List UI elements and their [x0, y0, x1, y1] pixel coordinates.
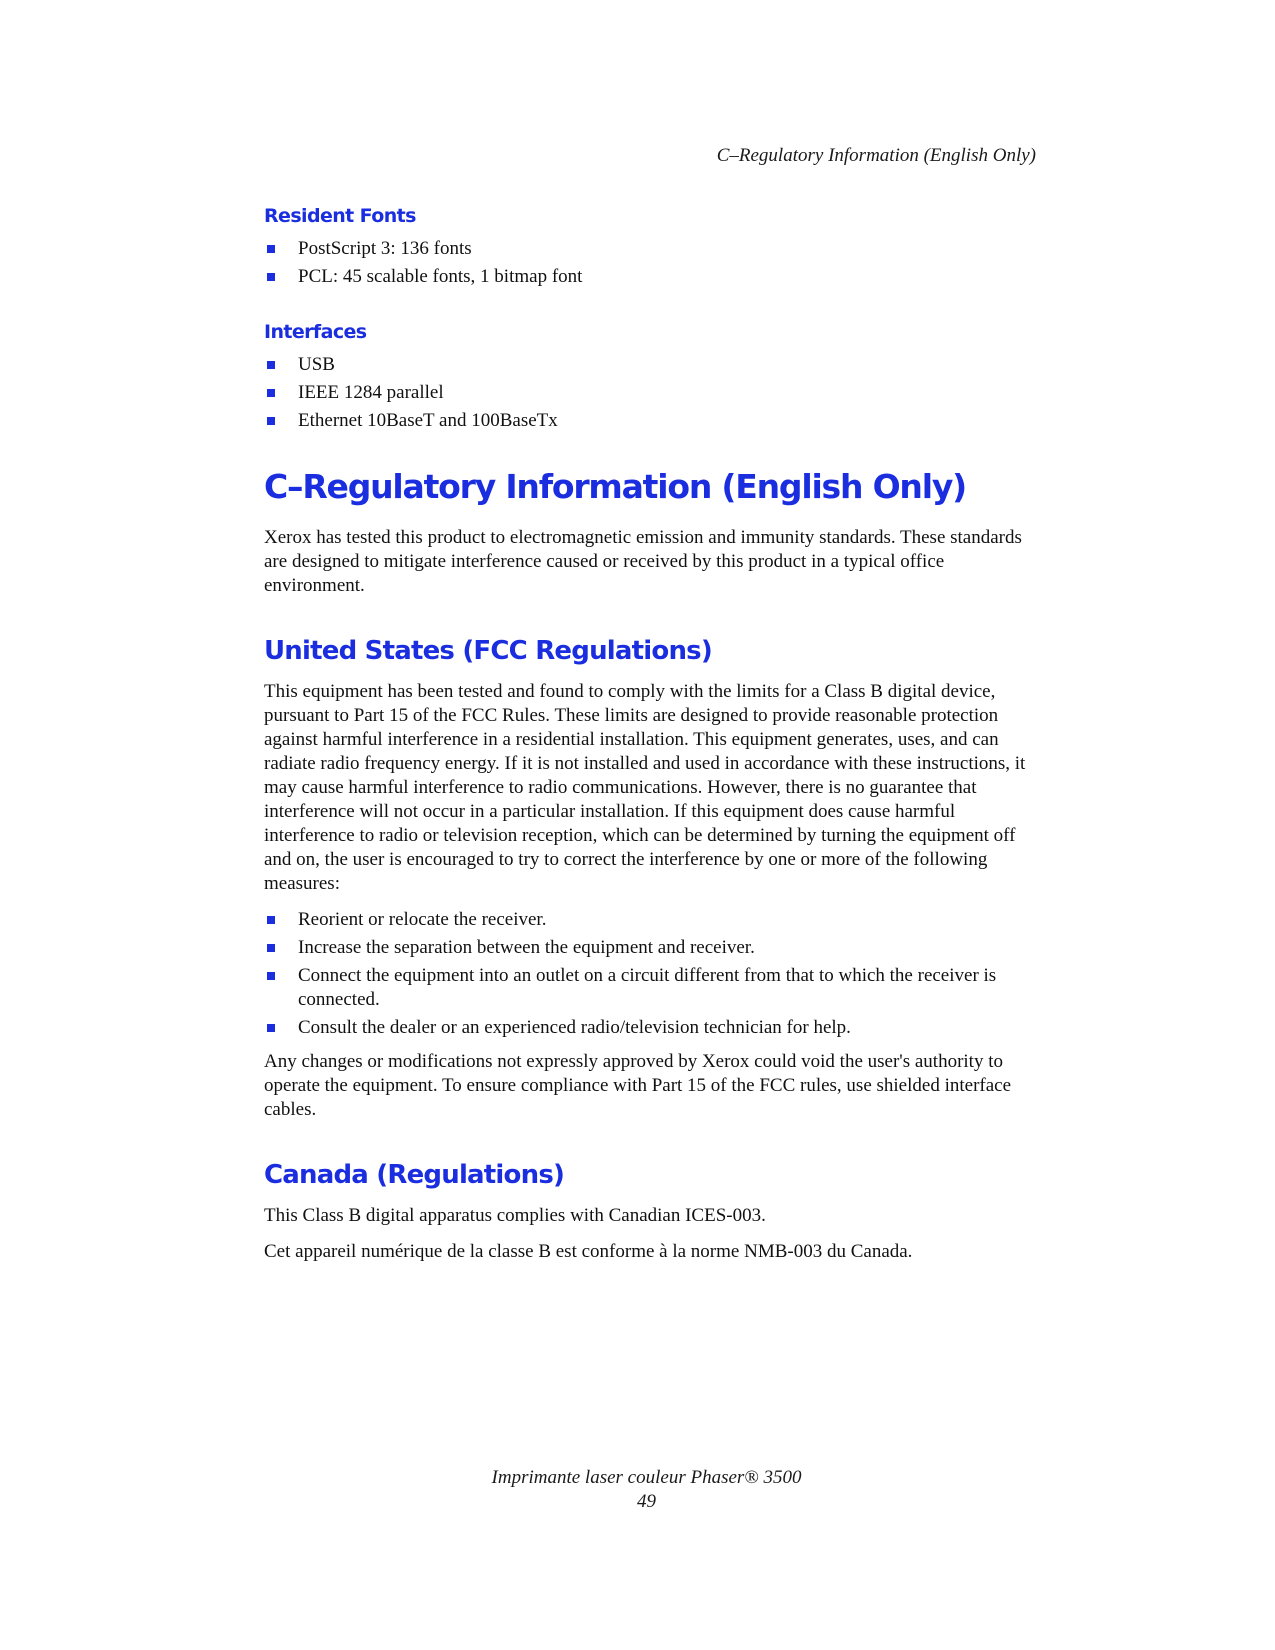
chapter-title: C–Regulatory Information (English Only)	[264, 467, 967, 506]
list-item-text: Consult the dealer or an experienced radio/television technician for help.	[298, 1017, 851, 1038]
page-number: 49	[637, 1491, 656, 1512]
list-item-text: Ethernet 10BaseT and 100BaseTx	[298, 410, 558, 431]
page-footer	[0, 1466, 1275, 1514]
chapter-intro-paragraph: Xerox has tested this product to electromagnetic emission and immunity standards. These standards are designed to mitigate interference caused or received by this product in a typical office environment.	[264, 527, 1022, 596]
list-item	[264, 964, 1039, 1012]
canada-heading: Canada (Regulations)	[264, 1160, 565, 1190]
resident-fonts-section	[264, 205, 1039, 289]
list-item-text: PostScript 3: 136 fonts	[298, 238, 472, 259]
canada-paragraph-french: Cet appareil numérique de la classe B est conforme à la norme NMB-003 du Canada.	[264, 1241, 913, 1262]
running-header: C–Regulatory Information (English Only)	[716, 145, 1036, 166]
list-item-text: Reorient or relocate the receiver.	[298, 909, 547, 930]
resident-fonts-heading: Resident Fonts	[264, 205, 416, 227]
page-content	[264, 205, 1039, 1276]
square-bullet-icon	[267, 389, 275, 397]
list-item	[264, 908, 1039, 932]
list-item	[264, 353, 1039, 377]
square-bullet-icon	[267, 944, 275, 952]
interfaces-list	[264, 353, 1039, 433]
canada-paragraph-english: This Class B digital apparatus complies with Canadian ICES-003.	[264, 1205, 766, 1226]
us-fcc-heading: United States (FCC Regulations)	[264, 636, 712, 666]
list-item-text: Increase the separation between the equipment and receiver.	[298, 937, 755, 958]
fcc-measures-list	[264, 908, 1039, 1040]
square-bullet-icon	[267, 1024, 275, 1032]
interfaces-heading: Interfaces	[264, 321, 367, 343]
square-bullet-icon	[267, 972, 275, 980]
list-item-text: PCL: 45 scalable fonts, 1 bitmap font	[298, 266, 583, 287]
list-item	[264, 1016, 1039, 1040]
list-item	[264, 409, 1039, 433]
resident-fonts-list	[264, 237, 1039, 289]
list-item-text: IEEE 1284 parallel	[298, 382, 444, 403]
fcc-paragraph: This equipment has been tested and found to comply with the limits for a Class B digital device, pursuant to Part 15 of the FCC Rules. These limits are designed to provide reasonable protection against harmful interference in a residential installation. This equipment generates, uses, and can radiate radio frequency energy. If it is not installed and used in accordance with these instructions, it may cause harmful interference to radio communications. However, there is no guarantee that interference will not occur in a particular installation. If this equipment does cause harmful interference to radio or television reception, which can be determined by turning the equipment off and on, the user is encouraged to try to correct the interference by one or more of the following measures:	[264, 681, 1026, 894]
interfaces-section	[264, 321, 1039, 433]
list-item	[264, 265, 1039, 289]
list-item	[264, 237, 1039, 261]
list-item	[264, 381, 1039, 405]
list-item-text: USB	[298, 354, 335, 375]
list-item	[264, 936, 1039, 960]
fcc-closing-paragraph: Any changes or modifications not expressly approved by Xerox could void the user's authority to operate the equipment. To ensure compliance with Part 15 of the FCC rules, use shielded interface cables.	[264, 1051, 1012, 1120]
square-bullet-icon	[267, 916, 275, 924]
square-bullet-icon	[267, 273, 275, 281]
footer-product-name: Imprimante laser couleur Phaser® 3500	[491, 1467, 802, 1488]
square-bullet-icon	[267, 361, 275, 369]
square-bullet-icon	[267, 245, 275, 253]
list-item-text: Connect the equipment into an outlet on a circuit different from that to which the receiver is connected.	[298, 965, 997, 1010]
square-bullet-icon	[267, 417, 275, 425]
